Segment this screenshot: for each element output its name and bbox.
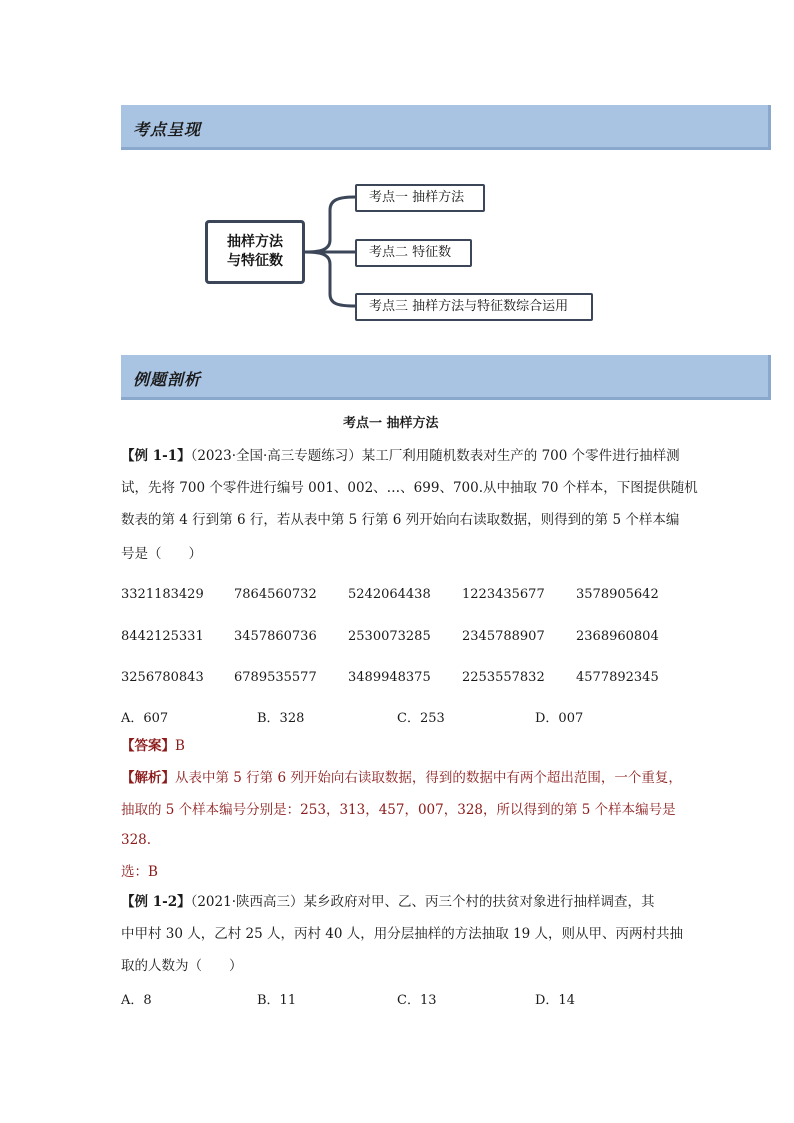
ex1-option-d: D．007 bbox=[535, 711, 584, 726]
section-title-2: 例题剖析 bbox=[133, 370, 202, 389]
ex1-text-3: 数表的第 4 行到第 6 行，若从表中第 5 行第 6 列开始向右读取数据，则得到的第 5 个样本编 bbox=[121, 512, 680, 528]
ex2-text-1: （2021·陕西高三）某乡政府对甲、乙、丙三个村的扶贫对象进行抽样调查，其 bbox=[190, 894, 655, 910]
ex2-option-a: A．8 bbox=[121, 993, 152, 1008]
ex1-option-b: B．328 bbox=[257, 711, 305, 726]
table-cell: 2345788907 bbox=[462, 629, 545, 644]
ex2-text-3: 取的人数为（ ） bbox=[121, 958, 243, 974]
subheading: 考点一 抽样方法 bbox=[343, 416, 439, 431]
table-cell: 3578905642 bbox=[576, 587, 659, 602]
ex1-analysis-line-1 bbox=[121, 768, 682, 788]
ex2-text-2: 中甲村 30 人，乙村 25 人，丙村 40 人，用分层抽样的方法抽取 19 人，则从甲、丙两村共抽 bbox=[121, 926, 684, 942]
mindmap-leaf-2: 考点二 特征数 bbox=[355, 239, 472, 267]
ex1-answer bbox=[121, 736, 185, 756]
mindmap-root-line2: 与特征数 bbox=[227, 253, 283, 269]
table-cell: 2253557832 bbox=[462, 670, 545, 685]
ex2-line-1 bbox=[121, 892, 655, 912]
mindmap-leaf-1: 考点一 抽样方法 bbox=[355, 184, 485, 212]
table-cell: 4577892345 bbox=[576, 670, 659, 685]
table-cell: 8442125331 bbox=[121, 629, 204, 644]
analysis-text-3: 328. bbox=[121, 832, 152, 848]
mindmap-root-line1: 抽样方法 bbox=[227, 234, 283, 250]
table-cell: 2368960804 bbox=[576, 629, 659, 644]
analysis-text-1: 从表中第 5 行第 6 列开始向右读取数据，得到的数据中有两个超出范围，一个重复， bbox=[175, 770, 682, 786]
answer-label: 【答案】 bbox=[121, 738, 175, 754]
ex2-option-b: B．11 bbox=[257, 993, 297, 1008]
mindmap-root bbox=[205, 220, 305, 284]
section-banner-2 bbox=[121, 355, 771, 400]
ex1-text-2: 试，先将 700 个零件进行编号 001、002、…、699、700.从中抽取 70 个样本，下图提供随机 bbox=[121, 480, 698, 496]
ex1-option-a: A．607 bbox=[121, 711, 169, 726]
analysis-text-2: 抽取的 5 个样本编号分别是：253，313，457，007，328，所以得到的第 5 个样本编号是 bbox=[121, 802, 676, 818]
table-cell: 5242064438 bbox=[348, 587, 431, 602]
ex1-choice: 选：B bbox=[121, 864, 158, 880]
mindmap-leaf-3: 考点三 抽样方法与特征数综合运用 bbox=[355, 293, 593, 321]
ex1-line-1 bbox=[121, 446, 680, 466]
ex2-option-c: C．13 bbox=[397, 993, 437, 1008]
section-title-1: 考点呈现 bbox=[133, 120, 202, 139]
table-cell: 1223435677 bbox=[462, 587, 545, 602]
table-cell: 3489948375 bbox=[348, 670, 431, 685]
table-cell: 7864560732 bbox=[234, 587, 317, 602]
ex1-label: 【例 1-1】 bbox=[121, 448, 191, 464]
table-cell: 6789535577 bbox=[234, 670, 317, 685]
answer-value: B bbox=[175, 738, 185, 754]
analysis-label: 【解析】 bbox=[121, 770, 175, 786]
ex1-text-4: 号是（ ） bbox=[121, 546, 202, 562]
ex1-option-c: C．253 bbox=[397, 711, 445, 726]
table-cell: 3457860736 bbox=[234, 629, 317, 644]
ex2-label: 【例 1-2】 bbox=[121, 894, 191, 910]
ex1-text-1: （2023·全国·高三专题练习）某工厂利用随机数表对生产的 700 个零件进行抽样测 bbox=[190, 448, 680, 464]
table-cell: 2530073285 bbox=[348, 629, 431, 644]
table-cell: 3256780843 bbox=[121, 670, 204, 685]
table-cell: 3321183429 bbox=[121, 587, 204, 602]
ex2-option-d: D．14 bbox=[535, 993, 575, 1008]
